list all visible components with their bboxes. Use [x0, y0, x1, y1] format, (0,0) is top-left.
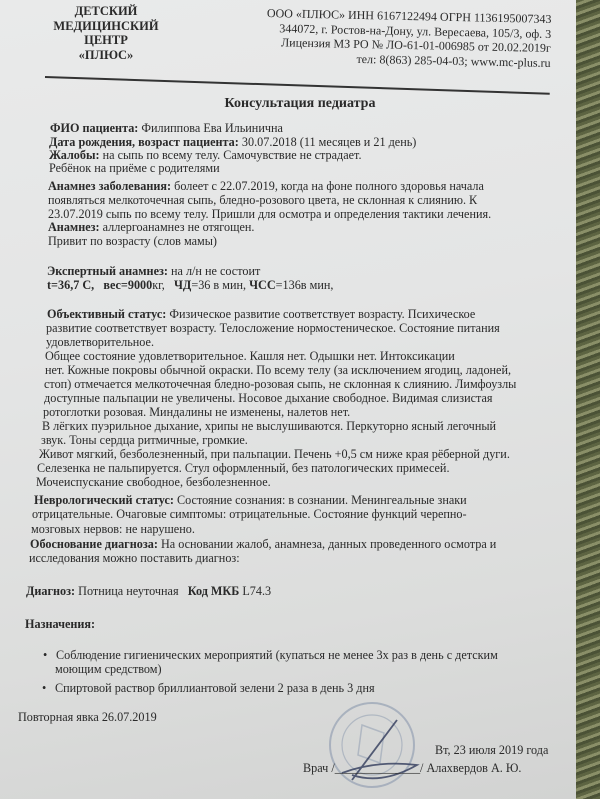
prescription-item: • Спиртовой раствор бриллиантовой зелени 2 раза в день 3 дня [55, 681, 375, 695]
text-line: Живот мягкий, безболезненный, при пальпации. Печень +0,5 см ниже края рёберной дуги. [39, 447, 510, 461]
text-line: ротоглотки розовая. Миндалины не изменены, налетов нет. [43, 405, 351, 419]
signature-date: Вт, 23 июля 2019 года [435, 743, 549, 757]
text-line: Привит по возрасту (слов мамы) [48, 234, 217, 248]
patient-name: Филиппова Ева Ильинична [141, 121, 283, 135]
clinic-name-line: ДЕТСКИЙ [74, 4, 138, 18]
label: ФИО пациента: [50, 121, 139, 135]
text: аллергоанамнез не отягощен. [102, 220, 255, 234]
clinic-name [48, 4, 164, 62]
text-line: Общее состояние удовлетворительное. Кашля нет. Одышки нет. Интоксикации [45, 349, 455, 363]
label: ЧД [173, 278, 192, 292]
justification-row [30, 537, 496, 551]
prescriptions-heading: Назначения: [25, 617, 96, 631]
text-line: 23.07.2019 сыпь по всему телу. Пришли для осмотра и определения тактики лечения. [48, 207, 492, 221]
text-line: удовлетворительное. [46, 335, 155, 349]
text-line: доступные пальпации не увеличены. Носовое дыхание свободное. Видимая слизистая [44, 391, 493, 405]
weight-unit: кг, [152, 278, 165, 292]
doctor-name: / Алахвердов А. Ю. [420, 761, 522, 775]
text-line: Мочеиспускание свободное, безболезненное. [36, 475, 271, 489]
patient-dob-row [49, 135, 416, 149]
label: Код МКБ [187, 584, 240, 598]
text: Физическое развитие соответствует возрасту. Психическое [169, 307, 476, 321]
patient-dob: 30.07.2018 (11 месяцев и 21 день) [241, 135, 417, 149]
text-line: развитие соответствует возрасту. Телосложение нормостеническое. Состояние питания [46, 321, 500, 335]
label: Экспертный анамнез: [47, 264, 168, 278]
respiratory-rate: =36 в мин, [191, 278, 247, 292]
text-line: исследования можно поставить диагноз: [29, 551, 240, 565]
objective-row [47, 307, 475, 321]
background-carpet [576, 0, 600, 799]
label: Неврологический статус: [34, 493, 174, 507]
diagnosis-text: Потница неуточная [78, 584, 179, 598]
temperature: t=36,7 С, [47, 278, 95, 292]
text-line: Ребёнок на приёме с родителями [49, 161, 220, 175]
disease-history-row [48, 179, 484, 193]
vitals-row [47, 278, 333, 292]
neuro-row [34, 493, 467, 507]
clinic-name-line: ЦЕНТР [84, 33, 128, 47]
label: ЧСС [249, 278, 276, 292]
weight: вес=9000 [103, 278, 153, 292]
clinic-details-line: ООО «ПЛЮС» ИНН 6167122494 ОГРН 1136195007343 [267, 6, 552, 26]
stamp-icon [322, 695, 422, 795]
clinic-details [266, 6, 552, 70]
patient-name-row [50, 121, 283, 135]
signature-line: ______________ [334, 761, 421, 775]
complaints-row [49, 148, 362, 162]
clinic-name-line: «ПЛЮС» [78, 47, 134, 62]
history-row [48, 220, 254, 234]
text: на сыпь по всему телу. Самочувствие не страдает. [102, 148, 362, 162]
label: Дата рождения, возраст пациента: [49, 135, 239, 149]
text-line: появляться мелкоточечная сыпь, бледно-розового цвета, не склонная к слиянию. К [48, 193, 478, 207]
text-line: В лёгких пуэрильное дыхание, хрипы не выслушиваются. Перкуторно ясный легочный [42, 419, 497, 433]
text: На основании жалоб, анамнеза, данных проведенного осмотра и [160, 537, 497, 551]
icd-code: L74.3 [242, 584, 272, 598]
text: болеет с 22.07.2019, когда на фоне полного здоровья начала [174, 179, 484, 193]
document-title: Консультация педиатра [224, 96, 376, 111]
signature-row [303, 761, 521, 775]
text-line: моющим средством) [55, 662, 162, 676]
diagnosis-row [26, 584, 271, 598]
text: Состояние сознания: в сознании. Менингеальные знаки [177, 493, 467, 507]
label: Объективный статус: [47, 307, 167, 321]
label: Анамнез заболевания: [48, 179, 172, 193]
text-line: мозговых нервов: не нарушено. [31, 522, 195, 536]
expert-history-row [47, 264, 260, 278]
clinic-name-line: МЕДИЦИНСКИЙ [53, 18, 159, 33]
text-line: нет. Кожные покровы обычной окраски. По всему телу (за исключением ягодиц, ладоней, [45, 363, 512, 377]
follow-up-date: Повторная явка 26.07.2019 [18, 710, 157, 724]
text-line: Селезенка не пальпируется. Стул оформленный, без патологических примесей. [37, 461, 450, 475]
prescription-item: • Соблюдение гигиенических мероприятий (купаться не менее 3х раз в день с детским [56, 648, 498, 662]
text-line: отрицательные. Очаговые симптомы: отрицательные. Состояние функций черепно- [32, 507, 467, 521]
text: на л/н не состоит [170, 264, 261, 278]
text-line: стоп) отмечается мелкоточечная бледно-розовая сыпь, не склонная к слиянию. Лимфоузлы [44, 377, 517, 391]
label: Врач / [303, 761, 335, 775]
clinic-details-line: тел: 8(863) 285-04-03; www.mc-plus.ru [356, 51, 552, 70]
clinic-details-line: Лицензия МЗ РО № ЛО-61-01-006985 от 20.02.2019г [281, 35, 552, 55]
label: Диагноз: [26, 584, 76, 598]
heart-rate: =136в мин, [275, 278, 334, 292]
text-line: звук. Тоны сердца ритмичные, громкие. [41, 433, 248, 447]
clinic-details-line: 344072, г. Ростов-на-Дону, ул. Вересаева, 105/3, оф. 3 [279, 20, 552, 41]
label: Анамнез: [48, 220, 100, 234]
label: Жалобы: [49, 148, 100, 162]
label: Обоснование диагноза: [30, 537, 158, 551]
